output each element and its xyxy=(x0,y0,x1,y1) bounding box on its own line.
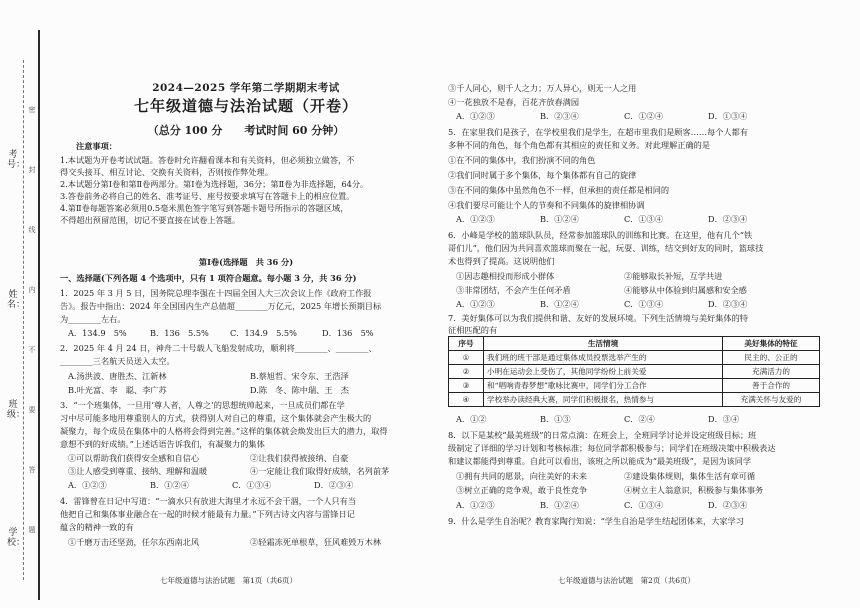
exam-number-field: 考号： xyxy=(7,150,26,170)
q3-choice-c: C．①③④ xyxy=(232,480,272,490)
question-3-line: 凝聚力，每个成员在集体中的人格将会得到完善。”这样的集体就会焕发出巨大的潜力，取得 xyxy=(60,426,388,436)
q4-choice-c: C．①②④ xyxy=(624,111,664,121)
q8-statement: ②建设集体规则，集体生活有章可循 xyxy=(624,471,756,481)
q6-statement: ②能够取长补短，互学共进 xyxy=(624,271,723,281)
q8-statement: ③树立正确的竞争观，敢于良性竞争 xyxy=(456,485,588,495)
question-6-line: 6．小峰是学校的篮球队队员，经常参加篮球队的训练和比赛。在这里，他有几个“铁 xyxy=(448,230,753,240)
question-1-line: 告》。报告中指出：2024 年全国国内生产总值超________万亿元，2025 年增长预期目标 xyxy=(60,301,382,311)
table-header: 生活情境 xyxy=(484,337,723,351)
q1-option-a: A．134.9 5% xyxy=(68,328,127,338)
q5-choice-c: C．①③④ xyxy=(624,214,664,224)
q5-statement: ②我们同时属于多个集体，每个集体都有自己的旋律 xyxy=(448,170,637,180)
q1-option-d: D．136 5% xyxy=(322,328,374,338)
q2-option-a: A.汤洪波、唐胜杰、江新林 xyxy=(68,371,167,381)
q2-option-c: B.叶光富、李 聪、李广苏 xyxy=(68,385,167,395)
question-4-line: 他把自己和集体事业融合在一起的时候才能最有力量。”下列古诗文内容与雷锋日记 xyxy=(60,509,355,519)
q1-option-b: B．136 5.5% xyxy=(150,328,209,338)
question-7-line: 征相匹配的有 xyxy=(448,325,498,335)
question-8-line: 级制定了详细的学习计划和考核标准；每位同学都积极参与；同学们在班级决策中积极表达 xyxy=(448,443,776,453)
question-6-line: 哥们儿”，他们因为共同喜欢篮球而聚在一起，玩耍、训练，结交到好友的同时，篮球技 xyxy=(448,243,764,253)
table-row xyxy=(449,393,820,407)
table-cell: 我们班的班干部是通过集体成员投票选举产生的 xyxy=(484,351,723,365)
name-field: 姓名： xyxy=(7,290,26,310)
table-row xyxy=(449,365,820,379)
score-and-time: （总分 100 分 考试时间 60 分钟） xyxy=(147,124,345,137)
question-3-line: 意想不到的好成绩。”上述话语告诉我们，有凝聚力的集体 xyxy=(60,439,265,449)
question-8-line: 8．以下是某校“最美班级”的日常点滴：在班会上，全班同学讨论并设定班级目标；班 xyxy=(448,430,757,440)
seal-char: 密 xyxy=(28,106,36,114)
table-row xyxy=(449,379,820,393)
collective-feature-table xyxy=(448,336,820,407)
q5-choice-d: D．②③④ xyxy=(708,214,748,224)
question-1-line: 为________左右。 xyxy=(60,314,126,324)
school-field: 学校： xyxy=(7,528,26,548)
q4-statement: ②轻霜冻死单根草，狂风难毁万木林 xyxy=(250,537,382,547)
question-9-line: 9．什么是学生自治呢？教育家陶行知说：“学生自治是学生结起团体来，大家学习 xyxy=(448,516,744,526)
note-line: 2.本试题分第Ⅰ卷和第Ⅱ卷两部分。第Ⅰ卷为选择题，36分；第Ⅱ卷为非选择题，64分。 xyxy=(60,179,369,189)
question-2-line: ________三名航天员送入太空。 xyxy=(60,356,175,366)
seal-char: 不 xyxy=(28,346,36,354)
q1-option-c: C．134.9 5.5% xyxy=(230,328,297,338)
table-cell: 学校举办读经典大赛，同学们积极报名，热情参与 xyxy=(484,393,723,407)
q3-statement: ①可以帮助我们获得安全感和自信心 xyxy=(68,453,200,463)
q6-choice-a: A．①②③ xyxy=(456,299,495,309)
q3-choice-d: D．②③④ xyxy=(314,480,354,490)
q4-choice-d: D．①③④ xyxy=(708,111,748,121)
question-4-line: 4．雷锋曾在日记中写道：“一滴水只有放进大海里才永远不会干涸，一个人只有当 xyxy=(60,496,356,506)
table-cell: ③ xyxy=(449,379,484,393)
q7-choice-c: C．②④ xyxy=(624,414,655,424)
table-row xyxy=(449,351,820,365)
q5-statement: ④我们要尽可能让个人的节奏和不同集体的旋律相协调 xyxy=(448,200,645,210)
page-footer-2: 七年级道德与法治试题 第2页（共6页） xyxy=(558,576,696,585)
q4-choice-b: B．②③④ xyxy=(540,111,579,121)
question-5-line: 5．在家里我们是孩子，在学校里我们是学生，在超市里我们是顾客……每个人都有 xyxy=(448,127,748,137)
q7-choice-b: B．①③ xyxy=(540,414,571,424)
q7-choice-d: D．③④ xyxy=(708,414,740,424)
q8-choice-d: D．②③④ xyxy=(708,500,748,510)
q3-statement: ②让我们获得被接纳、自豪 xyxy=(250,453,349,463)
question-4-line: 蕴含的精神一致的有 xyxy=(60,522,134,532)
q7-choice-a: A．①② xyxy=(456,414,487,424)
note-line: 得交头接耳、相互讨论、交换有关资料，否则按作弊处理。 xyxy=(60,167,273,177)
q8-choice-b: B．①②④ xyxy=(540,500,579,510)
binding-line xyxy=(38,30,40,600)
q2-option-d: D.陈 冬、陈中瑞、王 杰 xyxy=(250,385,349,395)
q3-statement: ③让人感受到尊重、接纳、理解和温暖 xyxy=(68,466,208,476)
q6-choice-c: C．①③④ xyxy=(624,299,664,309)
seal-char: 题 xyxy=(28,526,36,534)
note-line: 不得超出预留范围，切记不要直接在试卷上答题。 xyxy=(60,215,241,225)
q8-choice-a: A．①②③ xyxy=(456,500,495,510)
seal-dashed-line xyxy=(23,60,24,580)
question-6-line: 术也得到了提高。这说明他们 xyxy=(448,256,555,266)
note-line: 1.本试题为开卷考试试题。答卷时允许翻看课本和有关资料，但必须独立做答，不 xyxy=(60,155,355,165)
seal-char: 答 xyxy=(28,466,36,474)
seal-char: 线 xyxy=(28,226,36,234)
q5-statement: ①在不同的集体中，我们扮演不同的角色 xyxy=(448,155,596,165)
right-column xyxy=(448,0,828,608)
q6-choice-d: D．②③④ xyxy=(708,299,748,309)
table-cell: 和“唱响青春梦想”歌咏比赛中，同学们分工合作 xyxy=(484,379,723,393)
table-cell: ① xyxy=(449,351,484,365)
q6-statement: ④能够从中体验到归属感和安全感 xyxy=(624,285,747,295)
exam-year-line: 2024—2025 学年第二学期期末考试 xyxy=(152,82,340,94)
note-line: 4.第Ⅱ卷每题答案必须用0.5毫米黑色签字笔写到答题卡题号所指示的答题区域， xyxy=(60,203,349,213)
q4-choice-a: A．①②③ xyxy=(456,111,495,121)
q3-choice-a: A．①②③ xyxy=(68,480,107,490)
q8-statement: ④树立主人翁意识，积极参与集体事务 xyxy=(624,485,764,495)
table-cell: 民主的、公正的 xyxy=(723,351,820,365)
q3-choice-b: B．①②④ xyxy=(150,480,189,490)
table-header: 美好集体的特征 xyxy=(723,337,820,351)
question-3-line: 习中尽可能多地用尊重别人的方式，获得别人对自己的尊重，这个集体就会产生极大的 xyxy=(60,413,372,423)
q2-option-b: B.蔡旭哲、宋令东、王浩泽 xyxy=(250,371,349,381)
q8-choice-c: C．①③④ xyxy=(624,500,664,510)
q6-statement: ③非常团结，不会产生任何矛盾 xyxy=(456,285,571,295)
q5-choice-b: B．①②④ xyxy=(540,214,579,224)
question-3-line: 3．“一个班集体，一旦用‘尊人者，人尊之’的思想统帅起来，一旦成员们都在学 xyxy=(60,400,345,410)
q5-statement: ③在不同的集体中虽然角色不一样，但承担的责任都是相同的 xyxy=(448,185,670,195)
q8-statement: ①拥有共同的愿景，向往美好的未来 xyxy=(456,471,588,481)
table-cell: 小明在运动会上受伤了，其他同学纷纷上前关爱 xyxy=(484,365,723,379)
table-header-row xyxy=(449,337,820,351)
seal-char: 封 xyxy=(28,166,36,174)
question-5-line: 多种不同的角色，每个角色都有其相应的责任和义务。对此理解正确的是 xyxy=(448,140,711,150)
q4-statement: ①千磨万击还坚劲，任尔东西南北风 xyxy=(68,537,200,547)
binding-margin xyxy=(0,0,52,608)
question-7-line: 7．美好集体可以为我们提供和谐、友好的发展环境。下列生活情境与美好集体的特 xyxy=(448,313,748,323)
q4-statement: ④一花独放不是春，百花齐放春满园 xyxy=(448,97,580,107)
q3-statement: ④一定能让我们取得好成绩，名列前茅 xyxy=(250,466,390,476)
page-footer-1: 七年级道德与法治试题 第1页（共6页） xyxy=(160,576,298,585)
notes-title: 注意事项： xyxy=(76,141,117,151)
left-column xyxy=(60,0,432,608)
q6-statement: ①因志趣相投而形成小群体 xyxy=(456,271,555,281)
table-cell: ④ xyxy=(449,393,484,407)
table-cell: ② xyxy=(449,365,484,379)
q6-choice-b: B．①②④ xyxy=(540,299,579,309)
question-2-line: 2．2025 年 4 月 24 日，神舟二十号载人飞船发射成功，顺利将________、________、 xyxy=(60,343,377,353)
note-line: 3.答卷前务必将自己的姓名、准考证号、座号按要求填写在答题卡上的相应位置。 xyxy=(60,191,355,201)
q5-choice-a: A．①②③ xyxy=(456,214,495,224)
table-cell: 善于合作的 xyxy=(723,379,820,393)
question-1-line: 1．2025 年 3 月 5 日，国务院总理李强在十四届全国人大三次会议上作《政府工作报 xyxy=(60,288,372,298)
table-cell: 充满活力的 xyxy=(723,365,820,379)
section-heading: 一、选择题(下列各题 4 个选项中，只有 1 项符合题意。每小题 3 分，共 36 分) xyxy=(60,273,357,283)
class-field: 班级： xyxy=(7,400,26,420)
exam-title: 七年级道德与法治试题（开卷） xyxy=(133,97,358,115)
part1-title: 第Ⅰ卷(选择题 共 36 分) xyxy=(198,257,294,267)
q4-statement: ③千人同心，则千人之力；万人异心，则无一人之用 xyxy=(448,83,637,93)
seal-char: 内 xyxy=(28,286,36,294)
seal-char: 要 xyxy=(28,406,36,414)
table-header: 序号 xyxy=(449,337,484,351)
question-8-line: 和建议都能得到尊重。自此可以看出，该班之所以能成为“最美班级”，是因为该同学 xyxy=(448,456,752,466)
table-cell: 充满关怀与友爱的 xyxy=(723,393,820,407)
